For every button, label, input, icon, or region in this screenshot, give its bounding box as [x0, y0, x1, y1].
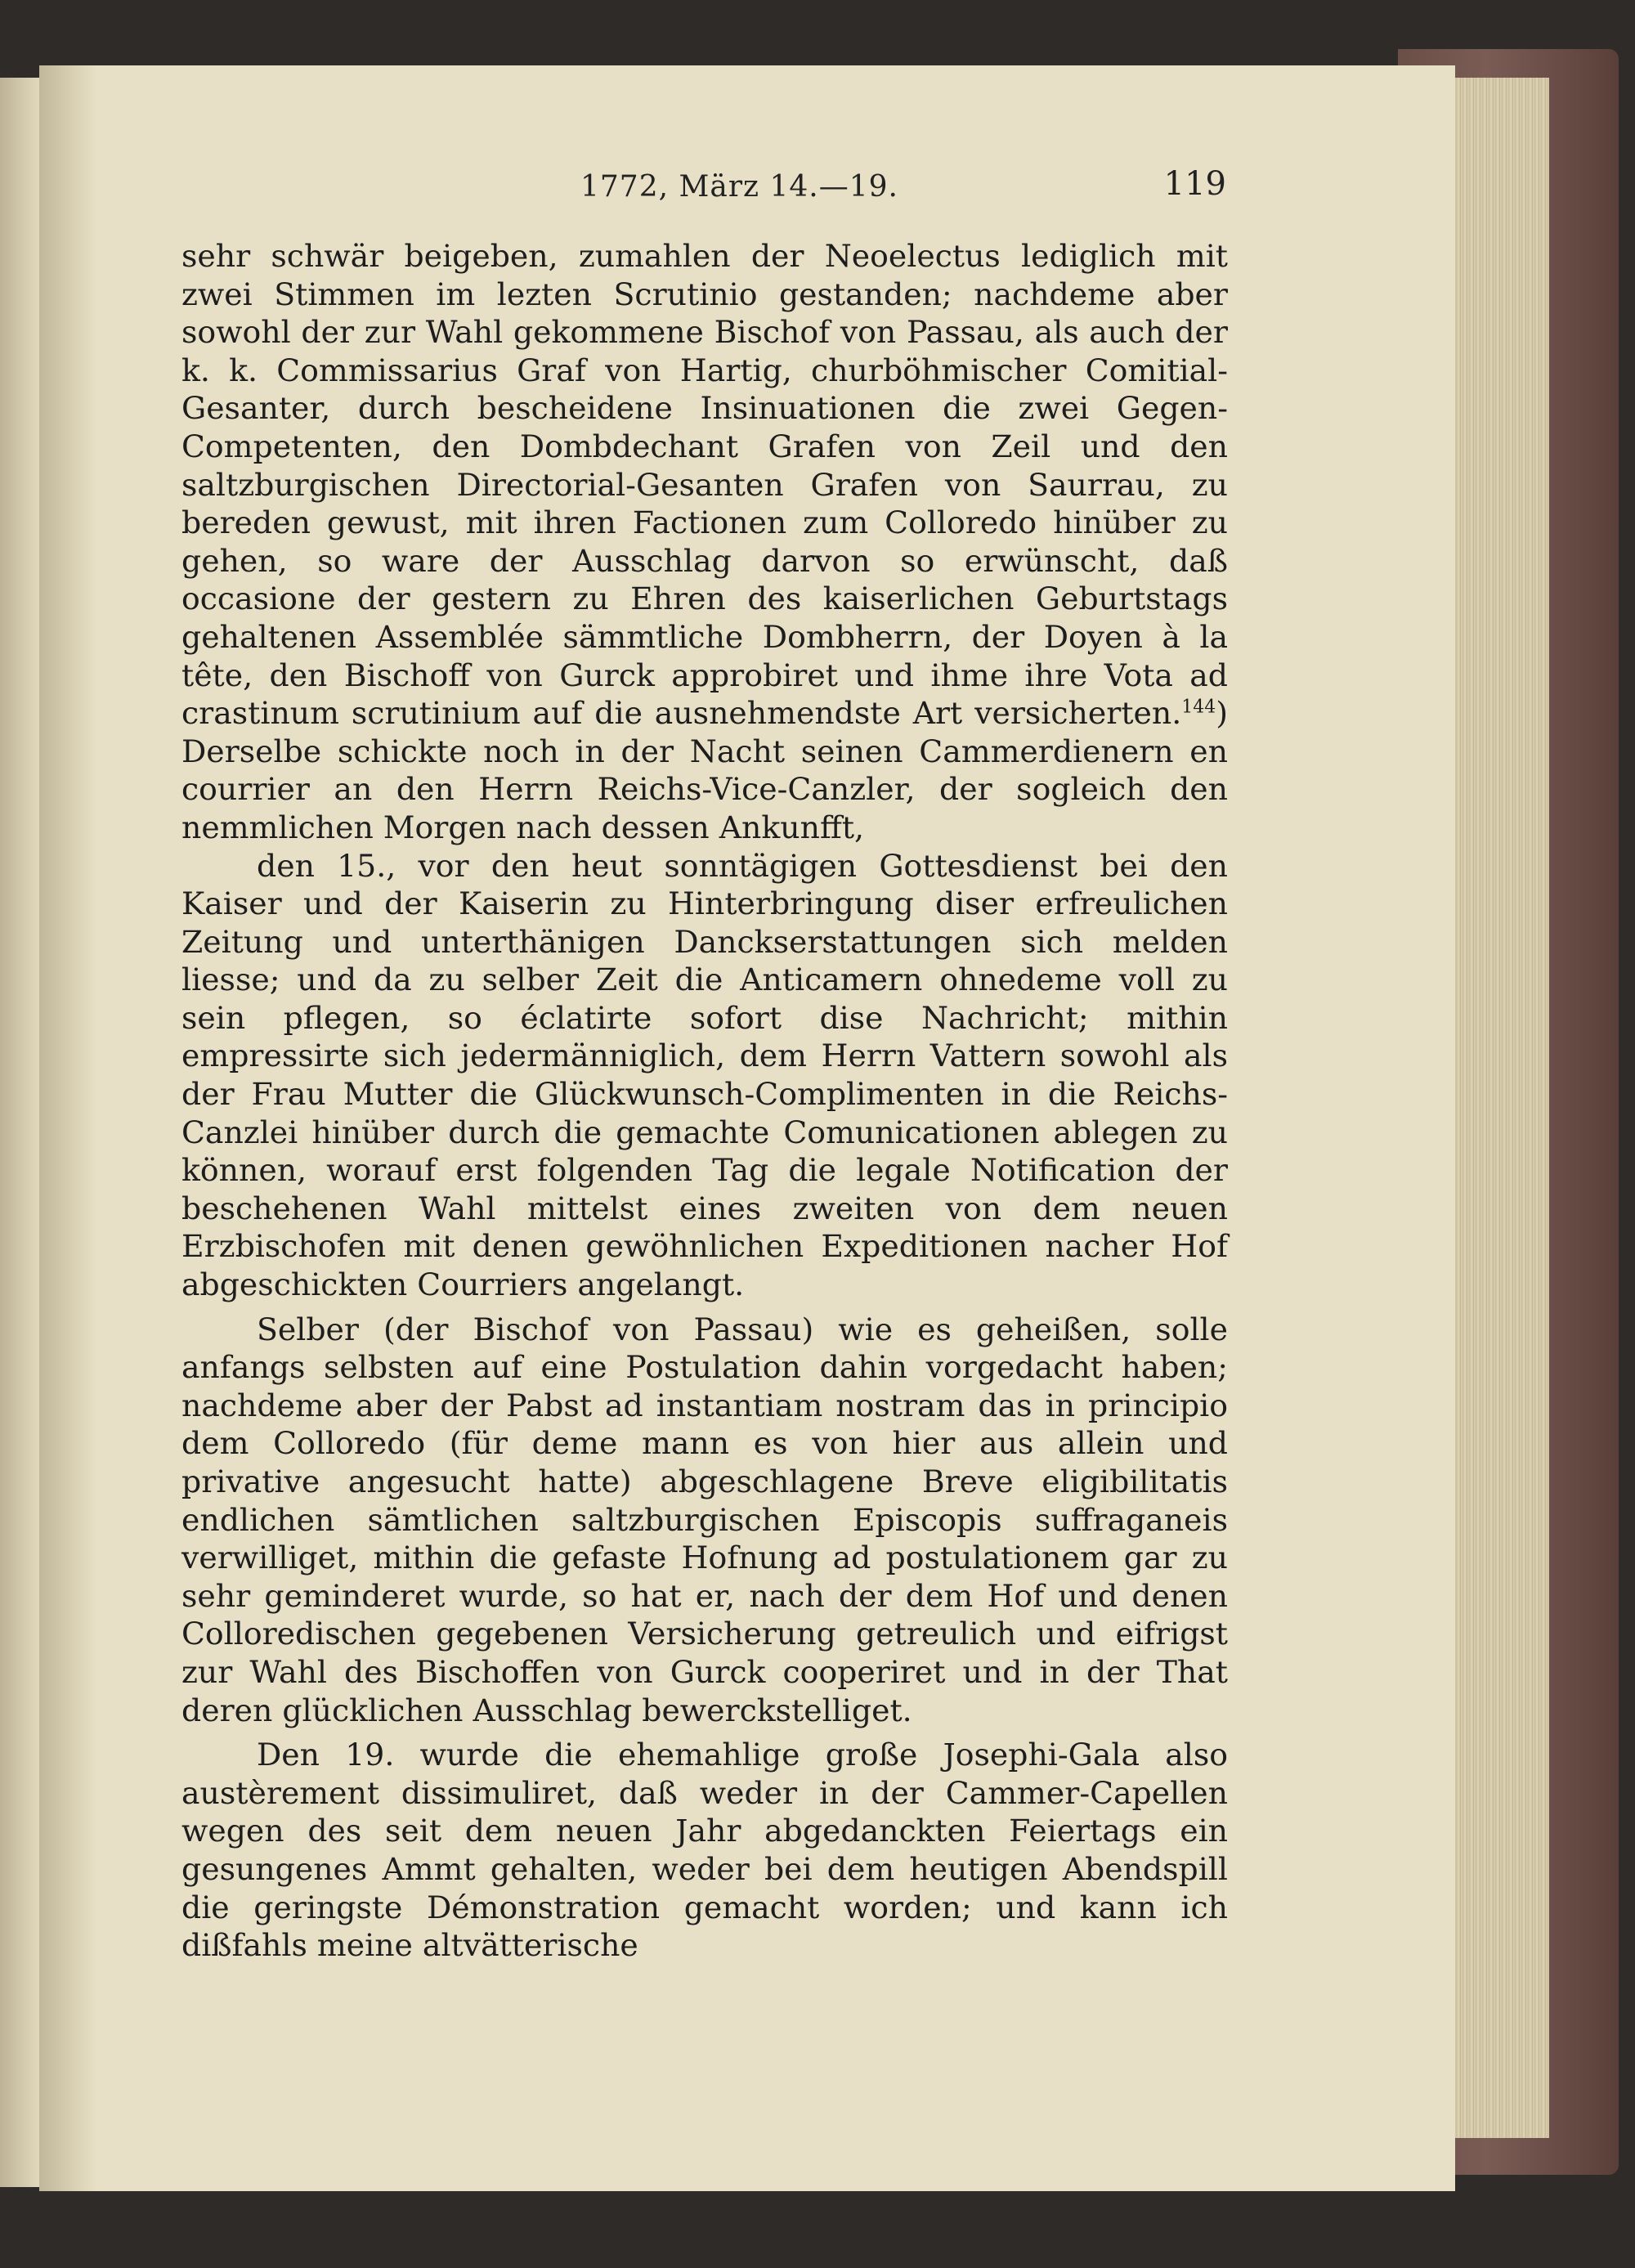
paragraph-1-text: sehr schwär beigeben, zumahlen der Neoelectus lediglich mit zwei Stimmen im lezten Scrutinio gestanden; nachdeme aber sowohl der zur Wahl gekommene Bischof von Passau, als auch der k. k. Commissarius Graf von Hartig, churböhmischer Comitial-Gesanter, durch bescheidene Insinuationen die zwei Gegen-Competenten, den Dombdechant Grafen von Zeil und den saltzburgischen Directorial-Gesanten Grafen von Saurrau, zu bereden gewust, mit ihren Factionen zum Colloredo hinüber zu gehen, so ware der Ausschlag darvon so erwünscht, daß occasione der gestern zu Ehren des kaiserlichen Geburtstags gehaltenen Assemblée sämmtliche Dombherrn, der Doyen à la tête, den Bischoff von Gurck approbiret und ihme ihre Vota ad crastinum scrutinium auf die ausnehmendste Art versicherten.	[181, 238, 1228, 732]
paragraph-1-continuation: ) Derselbe schickte noch in der Nacht seinen Cammerdienern en courrier an den Herrn Reichs-Vice-Canzler, der sogleich den nemmlichen Morgen nach dessen Ankunfft,	[181, 695, 1228, 845]
paragraph-4: Den 19. wurde die ehemahlige große Josephi-Gala also austèrement dissimuliret, daß weder in der Cammer-Capellen wegen des seit dem neuen Jahr abgedanckten Feiertags ein gesungenes Ammt gehalten, weder bei dem heutigen Abendspill die geringste Démonstration gemacht worden; und kann ich dißfahls meine altvätterische	[181, 1737, 1228, 1964]
page-gutter-shadow	[39, 65, 96, 2191]
body-text	[181, 237, 1228, 1965]
paragraph-2: den 15., vor den heut sonntägigen Gottesdienst bei den Kaiser und der Kaiserin zu Hinterbringung diser erfreulichen Zeitung und unterthänigen Danckserstattungen sich melden liesse; und da zu selber Zeit die Anticamern ohnedeme voll zu sein pflegen, so éclatirte sofort dise Nachricht; mithin empressirte sich jedermänniglich, dem Herrn Vattern sowohl als der Frau Mutter die Glückwunsch-Complimenten in die Reichs-Canzlei hinüber durch die gemachte Comunicationen ablegen zu können, worauf erst folgenden Tag die legale Notification der beschehenen Wahl mittelst eines zweiten von dem neuen Erzbischofen mit denen gewöhnlichen Expeditionen nacher Hof abgeschickten Courriers angelangt.	[181, 847, 1228, 1303]
page-header	[172, 165, 1226, 219]
running-head: 1772, März 14.—19.	[580, 170, 898, 204]
paragraph-1	[181, 237, 1228, 847]
page-number: 119	[1163, 165, 1226, 203]
paragraph-3: Selber (der Bischof von Passau) wie es geheißen, solle anfangs selbsten auf eine Postulation dahin vorgedacht haben; nachdeme aber der Pabst ad instantiam nostram das in principio dem Colloredo (für deme mann es von hier aus allein und privative angesucht hatte) abgeschlagene Breve eligibilitatis endlichen sämtlichen saltzburgischen Episcopis suffraganeis verwilliget, mithin die gefaste Hofnung ad postulationem gar zu sehr geminderet wurde, so hat er, nach der dem Hof und denen Colloredischen gegebenen Versicherung getreulich und eifrigst zur Wahl des Bischoffen von Gurck cooperiret und in der That deren glücklichen Ausschlag bewerckstelliget.	[181, 1311, 1228, 1728]
footnote-reference: 144	[1181, 697, 1216, 718]
facing-page-edge	[0, 78, 39, 2187]
